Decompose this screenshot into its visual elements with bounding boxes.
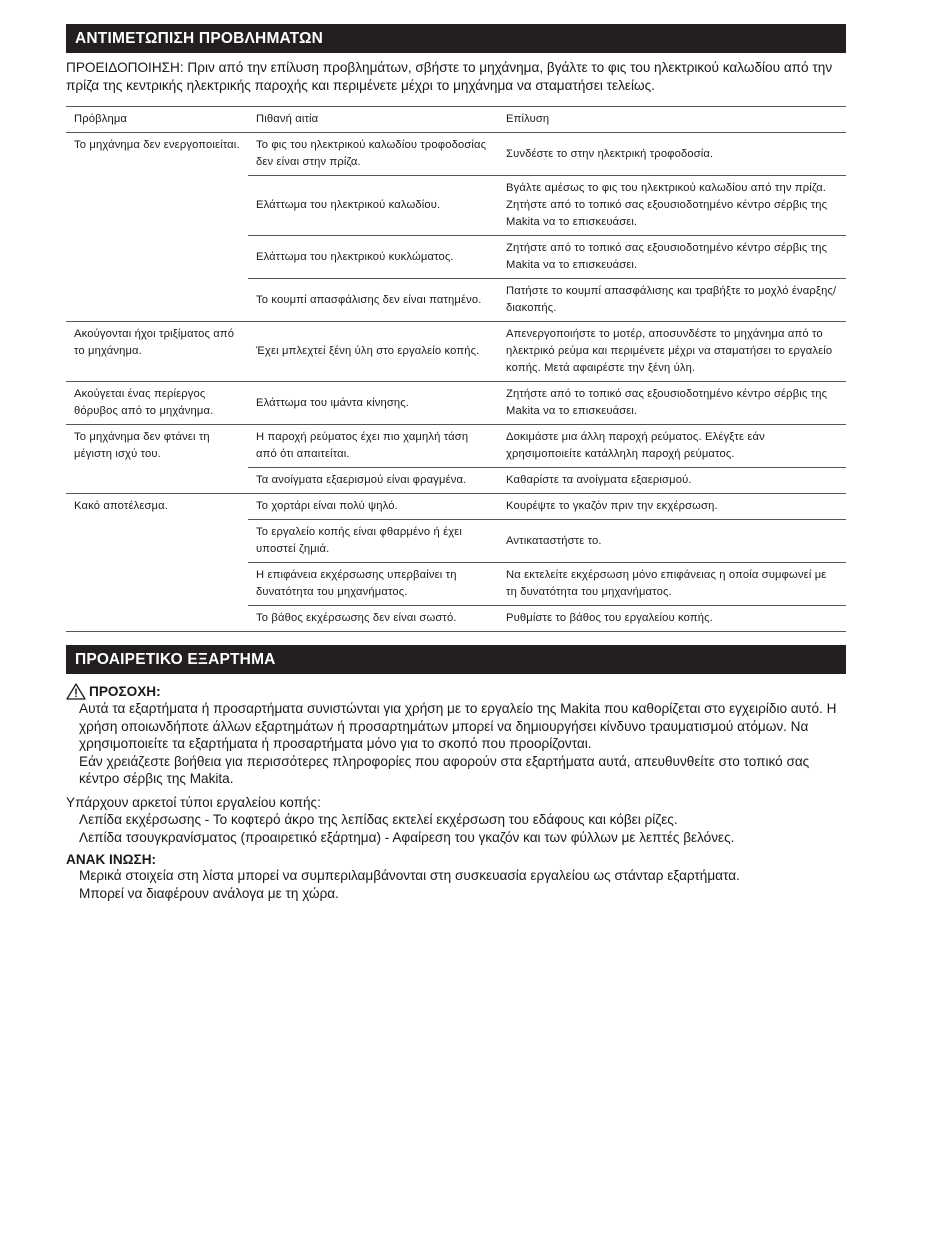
problem-cell: Ακούγονται ήχοι τριξίματος από το μηχάνημα.: [66, 322, 248, 382]
header-solution: Επίλυση: [498, 107, 846, 133]
solution-cell: Να εκτελείτε εκχέρσωση μόνο επιφάνειας η οποία συμφωνεί με τη δυνατότητα του μηχανήματος.: [498, 563, 846, 606]
solution-cell: Δοκιμάστε μια άλλη παροχή ρεύματος. Ελέγξτε εάν χρησιμοποιείτε κατάλληλη παροχή ρεύματος.: [498, 425, 846, 468]
accessory-heading: ΠΡΟΑΙΡΕΤΙΚΟ ΕΞΑΡΤΗΜΑ: [66, 645, 846, 674]
cause-cell: Η επιφάνεια εκχέρσωσης υπερβαίνει τη δυνατότητα του μηχανήματος.: [248, 563, 498, 606]
table-row: [66, 322, 846, 382]
cause-cell: Τα ανοίγματα εξαερισμού είναι φραγμένα.: [248, 468, 498, 494]
cause-cell: Το εργαλείο κοπής είναι φθαρμένο ή έχει υποστεί ζημιά.: [248, 520, 498, 563]
caution-label: ΠΡΟΣΟΧΗ:: [89, 684, 161, 699]
cause-cell: Το χορτάρι είναι πολύ ψηλό.: [248, 494, 498, 520]
cause-cell: Ελάττωμα του ηλεκτρικού κυκλώματος.: [248, 236, 498, 279]
caution-text: Αυτά τα εξαρτήματα ή προσαρτήματα συνιστώνται για χρήση με το εργαλείο της Makita που καθορίζεται στο εγχειρίδιο αυτό. Η χρήση οποιωνδήποτε άλλων εξαρτημάτων ή προσαρτημάτων μπορεί να δημιουργήσει κίνδυνο τραυματισμού ατόμων. Να χρησιμοποιείτε τα εξαρτήματα ή προσαρτήματα μόνο για το σκοπό που προορίζονται.: [79, 701, 837, 751]
solution-cell: Απενεργοποιήστε το μοτέρ, αποσυνδέστε το μηχάνημα από το ηλεκτρικό ρεύμα και περιμένετε μέχρι να σταματήσει το εργαλείο κοπής. Μετά αφαιρέστε την ξένη ύλη.: [498, 322, 846, 382]
problem-cell: Το μηχάνημα δεν ενεργοποιείται.: [66, 133, 248, 322]
cause-cell: Το κουμπί απασφάλισης δεν είναι πατημένο.: [248, 279, 498, 322]
table-header-row: [66, 107, 846, 133]
cause-cell: Το φις του ηλεκτρικού καλωδίου τροφοδοσίας δεν είναι στην πρίζα.: [248, 133, 498, 176]
note-heading: ΑΝΑΚ ΙΝΩΣΗ:: [66, 852, 157, 867]
tool-item-raking-blade: Λεπίδα τσουγκρανίσματος (προαιρετικό εξάρτημα) - Αφαίρεση του γκαζόν και των φύλλων με λεπτές βελόνες.: [79, 829, 735, 845]
troubleshooting-heading: ΑΝΤΙΜΕΤΩΠΙΣΗ ΠΡΟΒΛΗΜΑΤΩΝ: [66, 24, 846, 53]
cause-cell: Έχει μπλεχτεί ξένη ύλη στο εργαλείο κοπής.: [248, 322, 498, 382]
solution-cell: Κουρέψτε το γκαζόν πριν την εκχέρσωση.: [498, 494, 846, 520]
cause-cell: Ελάττωμα του ηλεκτρικού καλωδίου.: [248, 176, 498, 236]
solution-cell: Ζητήστε από το τοπικό σας εξουσιοδοτημένο κέντρο σέρβις της Makita να το επισκευάσει.: [498, 236, 846, 279]
table-row: [66, 494, 846, 520]
solution-cell: Ζητήστε από το τοπικό σας εξουσιοδοτημένο κέντρο σέρβις της Makita να το επισκευάσει.: [498, 382, 846, 425]
table-row: [66, 133, 846, 176]
table-row: [66, 425, 846, 468]
troubleshooting-table: [66, 106, 846, 632]
note-text: Μερικά στοιχεία στη λίστα μπορεί να συμπεριλαμβάνονται στη συσκευασία εργαλείου ως στάνταρ εξαρτήματα.: [79, 868, 740, 883]
header-cause: Πιθανή αιτία: [248, 107, 498, 133]
solution-cell: Πατήστε το κουμπί απασφάλισης και τραβήξτε το μοχλό έναρξης/διακοπής.: [498, 279, 846, 322]
problem-cell: Κακό αποτέλεσμα.: [66, 494, 248, 632]
page: [66, 24, 846, 902]
caution-text-service: Εάν χρειάζεστε βοήθεια για περισσότερες πληροφορίες που αφορούν στα εξαρτήματα αυτά, απευθυνθείτε στο τοπικό σας κέντρο σέρβις της Makita.: [79, 753, 810, 786]
caution-heading: [66, 683, 846, 700]
tools-intro: Υπάρχουν αρκετοί τύποι εργαλείου κοπής:: [66, 794, 321, 810]
problem-cell: Ακούγεται ένας περίεργος θόρυβος από το μηχάνημα.: [66, 382, 248, 425]
table-row: [66, 382, 846, 425]
problem-cell: Το μηχάνημα δεν φτάνει τη μέγιστη ισχύ του.: [66, 425, 248, 494]
solution-cell: Συνδέστε το στην ηλεκτρική τροφοδοσία.: [498, 133, 846, 176]
tool-item-tilling-blade: Λεπίδα εκχέρσωσης - Το κοφτερό άκρο της λεπίδας εκτελεί εκχέρσωση του εδάφους και κόβει ρίζες.: [79, 812, 678, 827]
note-text-country: Μπορεί να διαφέρουν ανάλογα με τη χώρα.: [79, 885, 339, 901]
solution-cell: Ρυθμίστε το βάθος του εργαλείου κοπής.: [498, 606, 846, 632]
warning-triangle-icon: [66, 683, 86, 700]
troubleshooting-warning: ΠΡΟΕΙΔΟΠΟΙΗΣΗ: Πριν από την επίλυση προβλημάτων, σβήστε το μηχάνημα, βγάλτε το φις του ηλεκτρικού καλωδίου από την πρίζα της κεντρικής ηλεκτρικής παροχής και περιμένετε μέχρι το μηχάνημα να σταματήσει τελείως.: [66, 60, 833, 93]
cause-cell: Το βάθος εκχέρσωσης δεν είναι σωστό.: [248, 606, 498, 632]
header-problem: Πρόβλημα: [66, 107, 248, 133]
cause-cell: Ελάττωμα του ιμάντα κίνησης.: [248, 382, 498, 425]
solution-cell: Καθαρίστε τα ανοίγματα εξαερισμού.: [498, 468, 846, 494]
solution-cell: Βγάλτε αμέσως το φις του ηλεκτρικού καλωδίου από την πρίζα. Ζητήστε από το τοπικό σας εξουσιοδοτημένο κέντρο σέρβις της Makita να το επισκευάσει.: [498, 176, 846, 236]
solution-cell: Αντικαταστήστε το.: [498, 520, 846, 563]
cause-cell: Η παροχή ρεύματος έχει πιο χαμηλή τάση από ότι απαιτείται.: [248, 425, 498, 468]
